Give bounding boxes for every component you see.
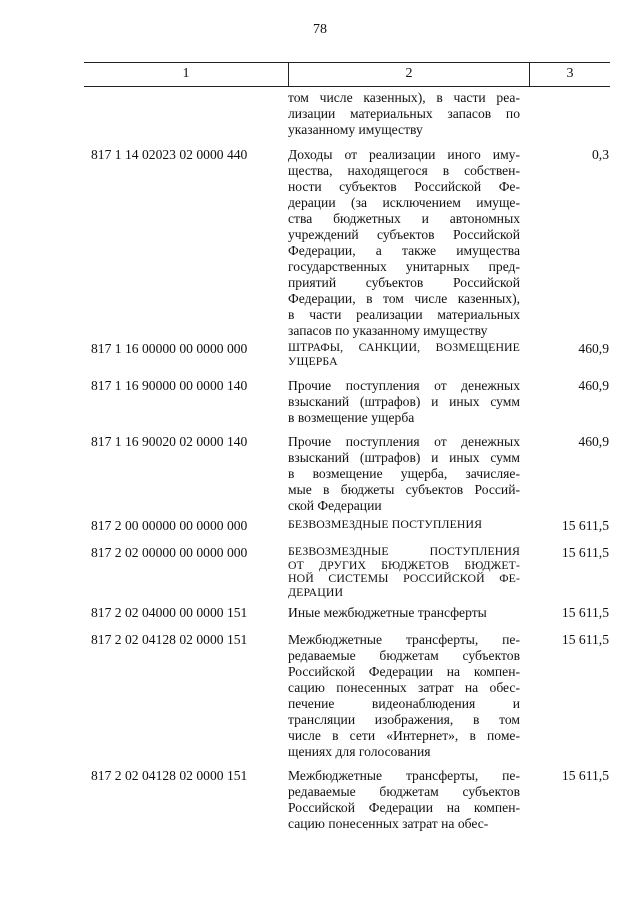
description-line: том числе казенных), в части реа- [288, 90, 520, 105]
description-line: трансляции изображения, в том [288, 712, 520, 727]
row-description [288, 545, 520, 599]
table-header [84, 62, 610, 87]
description-line: щества, находящегося в собствен- [288, 163, 520, 178]
row-description [288, 341, 520, 368]
row-description [288, 147, 520, 339]
header-col-2: 2 [288, 63, 530, 86]
table-row [84, 518, 610, 534]
description-line: ства бюджетных и автономных [288, 211, 520, 226]
row-code: 817 1 16 90020 02 0000 140 [91, 434, 248, 449]
description-line: взысканий (штрафов) и иных сумм [288, 450, 520, 465]
row-code: 817 2 02 04128 02 0000 151 [91, 632, 248, 647]
header-col-1: 1 [182, 66, 190, 81]
table-row [84, 378, 610, 425]
description-line: в части реализации материальных [288, 307, 520, 322]
description-line: Федерации, а также имущества [288, 243, 520, 258]
description-line: БЕЗВОЗМЕЗДНЫЕ ПОСТУПЛЕНИЯ [288, 517, 483, 531]
row-value: 15 611,5 [561, 768, 609, 783]
description-line: взысканий (штрафов) и иных сумм [288, 394, 520, 409]
description-line: Прочие поступления от денежных [288, 434, 520, 449]
row-value: 15 611,5 [561, 632, 609, 647]
row-code: 817 1 16 90000 00 0000 140 [91, 378, 248, 393]
description-line: Федерации, в том числе казенных), [288, 291, 520, 306]
page-number: 78 [313, 22, 327, 37]
description-line: Прочие поступления от денежных [288, 378, 520, 393]
description-line: в возмещение ущерба [288, 410, 415, 425]
row-description [288, 768, 520, 832]
description-line: ОТ ДРУГИХ БЮДЖЕТОВ БЮДЖЕТ- [288, 557, 520, 572]
table-row [84, 632, 610, 759]
table-row [84, 147, 610, 338]
table-row [84, 605, 610, 621]
description-line: БЕЗВОЗМЕЗДНЫЕ ПОСТУПЛЕНИЯ [288, 544, 520, 558]
description-line: редаваемые бюджетам субъектов [288, 784, 520, 799]
description-line: НОЙ СИСТЕМЫ РОССИЙСКОЙ ФЕ- [288, 571, 520, 585]
description-line: в возмещение ущерба, зачисляе- [288, 466, 520, 481]
description-line: печение видеонаблюдения и [288, 696, 520, 711]
row-code: 817 2 00 00000 00 0000 000 [91, 518, 248, 533]
description-line: дерации (за исключением имуще- [288, 195, 520, 210]
row-description [288, 605, 520, 621]
description-line: Межбюджетные трансферты, пе- [288, 632, 520, 647]
row-value: 0,3 [592, 147, 609, 162]
description-line: указанному имуществу [288, 122, 423, 137]
row-description [288, 434, 520, 514]
row-value: 15 611,5 [561, 605, 609, 620]
row-value: 15 611,5 [561, 545, 609, 560]
revenue-table [84, 62, 610, 831]
description-line: приятий субъектов Российской [288, 275, 520, 290]
row-description [288, 90, 520, 138]
description-line: сацию понесенных затрат на обес- [288, 816, 489, 831]
row-value: 460,9 [578, 341, 609, 356]
description-line: Межбюджетные трансферты, пе- [288, 768, 520, 783]
description-line: щениях для голосования [288, 744, 431, 759]
description-line: ШТРАФЫ, САНКЦИИ, ВОЗМЕЩЕНИЕ [288, 340, 520, 354]
description-line: ской Федерации [288, 498, 382, 513]
row-code: 817 2 02 04000 00 0000 151 [91, 605, 248, 620]
table-row [84, 544, 610, 599]
description-line: редаваемые бюджетам субъектов [288, 648, 520, 663]
description-line: ности субъектов Российской Фе- [288, 179, 520, 194]
row-code: 817 2 02 04128 02 0000 151 [91, 768, 248, 783]
description-line: Доходы от реализации иного иму- [288, 147, 520, 162]
row-code: 817 1 14 02023 02 0000 440 [91, 147, 248, 162]
table-row [84, 434, 610, 513]
description-line: Иные межбюджетные трансферты [288, 605, 487, 620]
description-line: Российской Федерации на компен- [288, 800, 520, 815]
description-line: учреждений субъектов Российской [288, 227, 520, 242]
description-line: запасов по указанному имуществу [288, 323, 488, 338]
description-line: числе в сети «Интернет», в поме- [288, 728, 520, 743]
row-value: 15 611,5 [561, 518, 609, 533]
row-description [288, 632, 520, 760]
description-line: государственных унитарных пред- [288, 259, 520, 274]
description-line: Российской Федерации на компен- [288, 664, 520, 679]
description-line: мые в бюджеты субъектов Россий- [288, 482, 520, 497]
description-line: сацию понесенных затрат на обес- [288, 680, 520, 695]
table-row [84, 340, 610, 368]
description-line: УЩЕРБА [288, 353, 338, 368]
table-row [84, 768, 610, 831]
header-col-3: 3 [566, 66, 574, 81]
row-description [288, 518, 520, 532]
row-description [288, 378, 520, 426]
description-line: лизации материальных запасов по [288, 106, 520, 121]
row-code: 817 1 16 00000 00 0000 000 [91, 341, 248, 356]
row-code: 817 2 02 00000 00 0000 000 [91, 545, 248, 560]
description-line: ДЕРАЦИИ [288, 584, 344, 599]
row-value: 460,9 [578, 378, 609, 393]
row-value: 460,9 [578, 434, 609, 449]
